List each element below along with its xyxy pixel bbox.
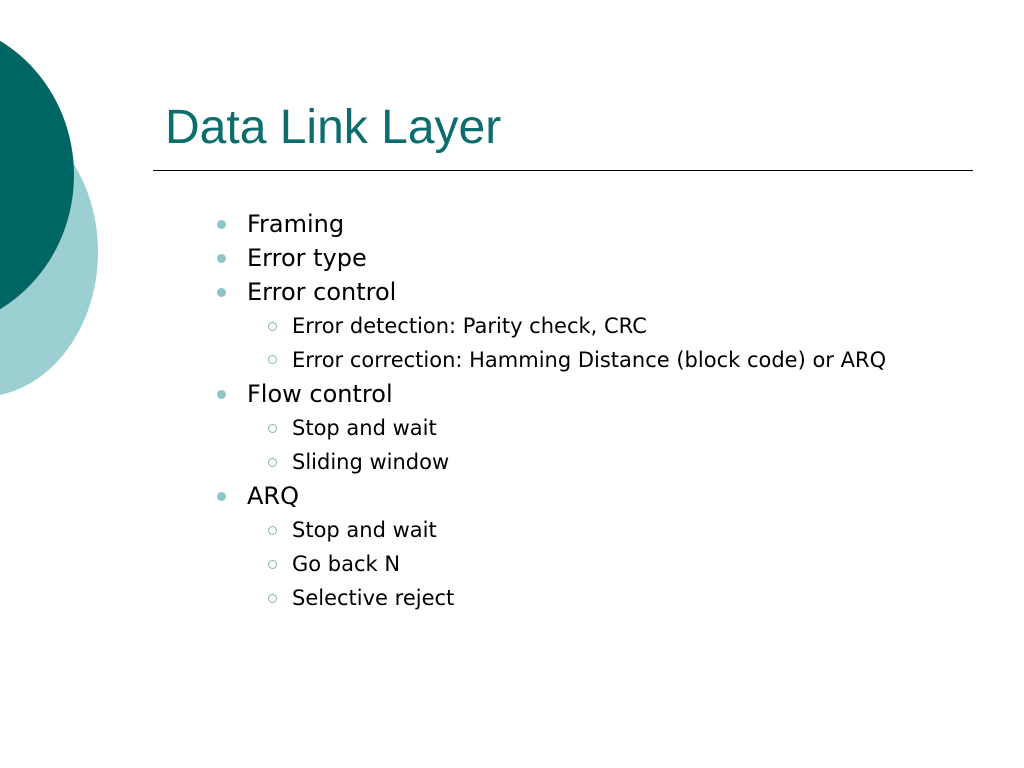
bullet-text: Error type [247,244,367,272]
bullet-ring-icon [268,458,277,467]
sub-bullet-stop-and-wait-flow [215,411,975,445]
bullet-ring-icon [268,424,277,433]
slide-title: Data Link Layer [165,101,502,154]
bullet-list [215,207,975,615]
bullet-item-arq [215,479,975,513]
bullet-text: ARQ [247,482,299,510]
bullet-ring-icon [268,594,277,603]
sub-bullet-text: Stop and wait [292,416,437,440]
sub-bullet-text: Selective reject [292,586,455,610]
bullet-item-framing [215,207,975,241]
bullet-ring-icon [268,560,277,569]
sub-bullet-text: Error detection: Parity check, CRC [292,314,647,338]
bullet-dot-icon [217,288,226,297]
sub-bullet-error-correction [215,343,975,377]
sub-bullet-text: Stop and wait [292,518,437,542]
bullet-item-error-type [215,241,975,275]
sub-bullet-sliding-window [215,445,975,479]
sub-bullet-text: Go back N [292,552,401,576]
bullet-dot-icon [217,390,226,399]
bullet-dot-icon [217,220,226,229]
bullet-dot-icon [217,492,226,501]
bullet-text: Error control [247,278,397,306]
bullet-item-error-control [215,275,975,309]
bullet-dot-icon [217,254,226,263]
bullet-item-flow-control [215,377,975,411]
title-divider [153,170,973,171]
sub-bullet-text: Sliding window [292,450,450,474]
bullet-ring-icon [268,355,277,364]
bullet-ring-icon [268,322,277,331]
bullet-ring-icon [268,526,277,535]
sub-bullet-go-back-n [215,547,975,581]
bullet-text: Flow control [247,380,393,408]
sub-bullet-text: Error correction: Hamming Distance (block code) or ARQ [292,348,887,372]
sub-bullet-error-detection [215,309,975,343]
sub-bullet-stop-and-wait-arq [215,513,975,547]
sub-bullet-selective-reject [215,581,975,615]
bullet-text: Framing [247,210,345,238]
